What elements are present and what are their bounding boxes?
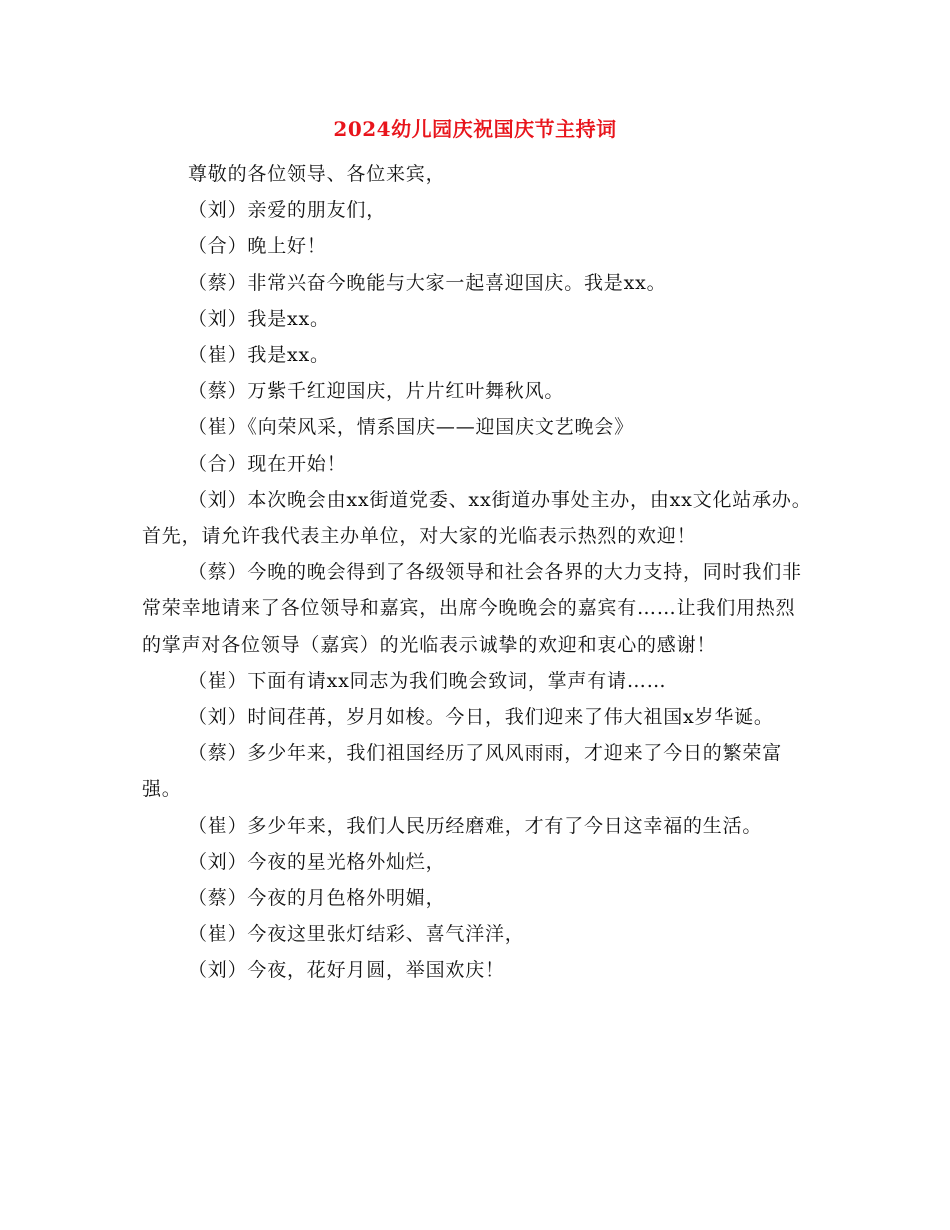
document-body — [142, 156, 812, 989]
paragraph: （崔）多少年来，我们人民历经磨难，才有了今日这幸福的生活。 — [188, 814, 763, 837]
paragraph: （崔）今夜这里张灯结彩、喜气洋洋， — [188, 923, 525, 946]
document-title: 2024幼儿园庆祝国庆节主持词 — [333, 117, 617, 141]
paragraph: （合）现在开始！ — [188, 452, 347, 475]
paragraph: （刘）本次晚会由xx街道党委、xx街道办事处主办，由xx文化站承办。首先，请允许我代表主办单位，对大家的光临表示热烈的欢迎！ — [142, 488, 812, 548]
paragraph: （合）晚上好！ — [188, 235, 327, 258]
paragraph: （刘）今夜，花好月圆，举国欢庆！ — [188, 959, 505, 982]
paragraph: （刘）时间荏苒，岁月如梭。今日，我们迎来了伟大祖国x岁华诞。 — [188, 706, 774, 729]
paragraph: （蔡）今晚的晚会得到了各级领导和社会各界的大力支持，同时我们非常荣幸地请来了各位领导和嘉宾，出席今晚晚会的嘉宾有……让我们用热烈的掌声对各位领导（嘉宾）的光临表示诚挚的欢迎和衷心的感谢！ — [142, 561, 802, 656]
paragraph: （刘）我是xx。 — [188, 307, 330, 330]
paragraph: （蔡）非常兴奋今晚能与大家一起喜迎国庆。我是xx。 — [188, 271, 667, 294]
paragraph: （崔）我是xx。 — [188, 344, 330, 367]
paragraph: 尊敬的各位领导、各位来宾， — [188, 163, 446, 185]
paragraph: （蔡）万紫千红迎国庆，片片红叶舞秋风。 — [188, 380, 565, 403]
paragraph: （蔡）今夜的月色格外明媚， — [188, 887, 446, 910]
paragraph: （刘）今夜的星光格外灿烂， — [188, 850, 446, 873]
paragraph: （崔）《向荣风采，情系国庆——迎国庆文艺晚会》 — [188, 416, 634, 439]
paragraph: （崔）下面有请xx同志为我们晚会致词，掌声有请…… — [188, 669, 667, 692]
paragraph: （蔡）多少年来，我们祖国经历了风风雨雨，才迎来了今日的繁荣富强。 — [142, 742, 783, 801]
paragraph: （刘）亲爱的朋友们， — [188, 199, 387, 222]
